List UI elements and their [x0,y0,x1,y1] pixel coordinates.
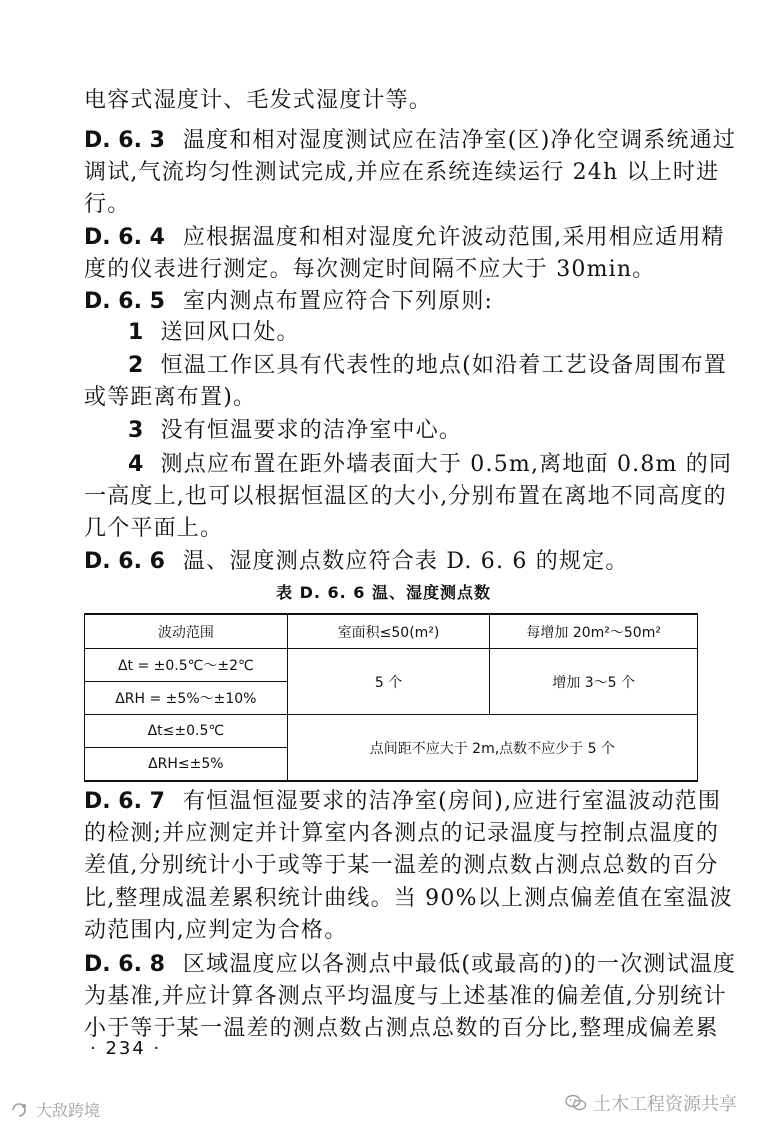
table-header-cell: 每增加 20m²～50m² [490,614,698,649]
text-line: 有恒温恒湿要求的洁净室(房间),应进行室温波动范围 [182,789,722,814]
text-line: 区域温度应以各测点中最低(或最高的)的一次测试温度 [182,952,737,977]
table-header-row [85,614,698,649]
text-line: 送回风口处。 [160,320,300,345]
watermark-left [10,1098,100,1121]
text-line: 温度和相对湿度测试应在洁净室(区)净化空调系统通过 [182,128,737,153]
item-number: 2 [128,353,145,378]
watermark-text: 土木工程资源共享 [593,1094,737,1115]
clause-d-6-4 [84,223,725,253]
clause-d-6-6 [84,547,703,577]
text-line: 一高度上,也可以根据恒温区的大小,分别布置在离地不同高度的 [84,484,727,509]
watermark-right [565,1090,737,1116]
text-line: 行。 [84,192,131,217]
text-line: 比,整理成温差累积统计曲线。当 90%以上测点偏差值在室温波 [84,886,733,911]
table-cell: Δt = ±0.5℃～±2℃ [85,649,288,682]
text-line: 测点应布置在距外墙表面大于 0.5m,离地面 0.8m 的同 [160,452,733,477]
clause-d-6-3 [84,126,737,156]
wechat-icon [565,1094,587,1112]
table-cell: 增加 3～5 个 [490,649,698,715]
list-item-1 [128,318,703,348]
text-line: 度的仪表进行测定。每次测定时间隔不应大于 30min。 [84,257,656,282]
clause-number: D. 6. 8 [84,952,165,977]
table-cell: Δt≤±0.5℃ [85,715,288,748]
text-line: 或等距离布置)。 [84,385,257,410]
page-number: · 234 · [90,1038,162,1059]
table-row [85,715,698,748]
list-item-3 [128,416,703,446]
table-header-cell: 室面积≤50(m²) [287,614,490,649]
text-line: 的检测;并应测定并计算室内各测点的记录温度与控制点温度的 [84,821,720,846]
table-title: 表 D. 6. 6 温、湿度测点数 [276,583,491,602]
table-header-cell: 波动范围 [85,614,288,649]
text-line: 动范围内,应判定为合格。 [84,918,348,943]
text-line: 没有恒温要求的洁净室中心。 [160,418,463,443]
text-line: 温、湿度测点数应符合表 D. 6. 6 的规定。 [182,549,629,574]
text-line: 几个平面上。 [84,516,224,541]
text-line: 为基准,并应计算各测点平均温度与上述基准的偏差值,分别统计 [84,984,727,1009]
text-line: 应根据温度和相对湿度允许波动范围,采用相应适用精 [182,225,725,250]
clause-number: D. 6. 7 [84,789,165,814]
logo-icon [10,1101,32,1119]
text-line: 电容式湿度计、毛发式湿度计等。 [84,88,433,113]
text-line: 差值,分别统计小于或等于某一温差的测点数占测点总数的百分 [84,853,719,878]
table-cell: ΔRH = ±5%～±10% [85,682,288,715]
table-cell: 5 个 [287,649,490,715]
table-cell: ΔRH≤±5% [85,748,288,782]
measurement-points-table [84,613,698,782]
item-number: 3 [128,418,145,443]
table-cell: 点间距不应大于 2m,点数不应少于 5 个 [287,715,697,782]
list-item-4 [128,450,733,480]
clause-d-6-8 [84,950,737,980]
clause-number: D. 6. 6 [84,549,165,574]
text-line: 室内测点布置应符合下列原则: [182,289,494,314]
clause-d-6-5 [84,287,703,317]
clause-d-6-7 [84,787,722,817]
clause-number: D. 6. 4 [84,225,165,250]
text-line: 恒温工作区具有代表性的地点(如沿着工艺设备周围布置 [160,353,728,378]
text-line: 调试,气流均匀性测试完成,并应在系统连续运行 24h 以上时进 [84,160,720,185]
text-line: 小于等于某一温差的测点数占测点总数的百分比,整理成偏差累 [84,1016,719,1041]
list-item-2 [128,351,728,381]
item-number: 1 [128,320,145,345]
clause-number: D. 6. 5 [84,289,165,314]
clause-number: D. 6. 3 [84,128,165,153]
table-row [85,649,698,682]
item-number: 4 [128,452,145,477]
watermark-text: 大敌跨境 [36,1101,101,1120]
